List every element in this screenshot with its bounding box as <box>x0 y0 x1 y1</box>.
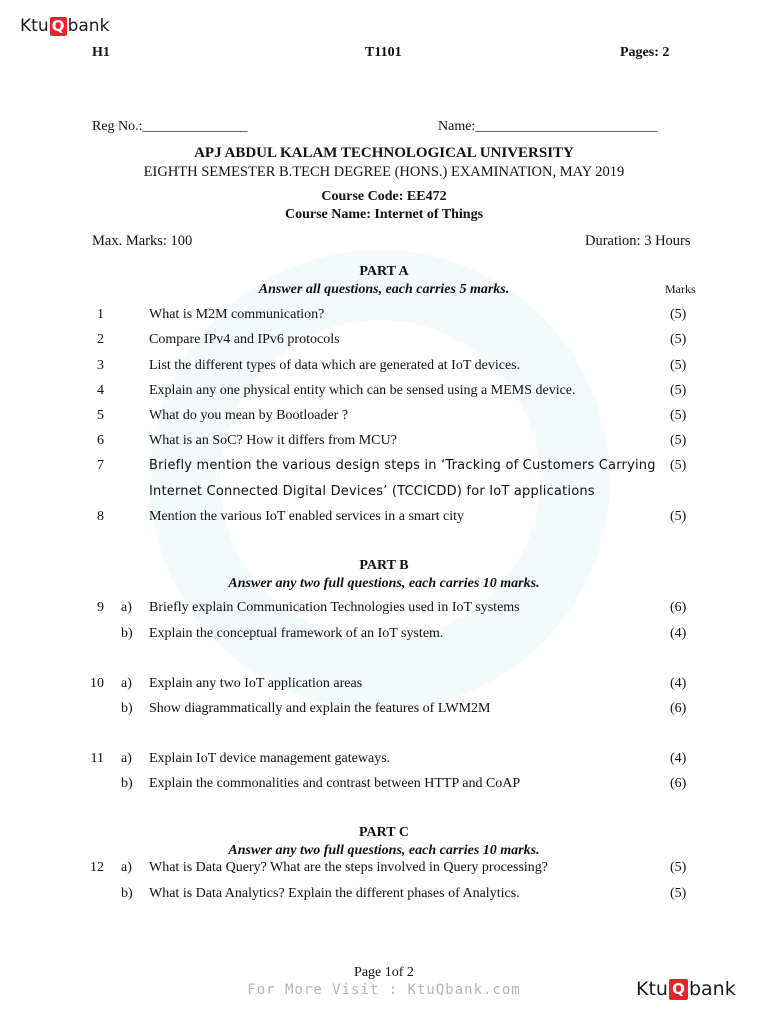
question-text: Mention the various IoT enabled services in a smart city <box>149 509 465 524</box>
question-text: Briefly explain Communication Technologies used in IoT systems <box>149 600 520 615</box>
question-sub-label: a) <box>121 600 132 615</box>
question-marks: (4) <box>670 751 687 766</box>
question-text: Explain any two IoT application areas <box>149 676 363 691</box>
question-row <box>0 383 768 401</box>
question-marks: (5) <box>670 458 687 473</box>
question-row-continued <box>0 484 768 502</box>
question-sub-label: b) <box>121 626 133 641</box>
university-name: APJ ABDUL KALAM TECHNOLOGICAL UNIVERSITY <box>194 145 574 161</box>
question-marks: (5) <box>670 332 687 347</box>
question-row <box>0 676 768 694</box>
question-number: 2 <box>97 332 104 347</box>
question-text: What is an SoC? How it differs from MCU? <box>149 433 397 448</box>
question-sub-label: b) <box>121 776 133 791</box>
question-row <box>0 358 768 376</box>
part-a-title: PART A <box>359 264 409 279</box>
question-marks: (5) <box>670 886 687 901</box>
question-text: Compare IPv4 and IPv6 protocols <box>149 332 340 347</box>
logo-suffix: bank <box>67 16 110 36</box>
question-number: 12 <box>90 860 104 875</box>
part-a-instruction: Answer all questions, each carries 5 marks. <box>258 282 510 297</box>
question-number: 8 <box>97 509 104 524</box>
part-c-title: PART C <box>359 825 409 840</box>
ktuqbank-logo-bottom[interactable] <box>636 978 736 1000</box>
question-row <box>0 509 768 527</box>
max-marks: Max. Marks: 100 <box>92 233 193 249</box>
question-text: Explain IoT device management gateways. <box>149 751 391 766</box>
question-marks: (5) <box>670 307 687 322</box>
ktuqbank-logo-top[interactable] <box>20 16 109 36</box>
question-text: What is Data Analytics? Explain the different phases of Analytics. <box>149 886 520 901</box>
course-code: Course Code: EE472 <box>321 189 447 204</box>
question-row <box>0 860 768 878</box>
question-number: 11 <box>90 751 104 766</box>
question-marks: (4) <box>670 676 687 691</box>
header-code-center: T1101 <box>365 45 402 60</box>
logo-prefix: Ktu <box>636 978 668 1000</box>
question-text: What is Data Query? What are the steps involved in Query processing? <box>149 860 548 875</box>
logo-prefix: Ktu <box>20 16 49 36</box>
question-row <box>0 776 768 794</box>
question-number: 3 <box>97 358 104 373</box>
question-marks: (6) <box>670 776 687 791</box>
header-code-left: H1 <box>92 45 110 60</box>
question-marks: (5) <box>670 433 687 448</box>
question-number: 1 <box>97 307 104 322</box>
question-text: Briefly mention the various design steps in ‘Tracking of Customers Carrying <box>149 458 656 473</box>
part-b-title: PART B <box>359 558 409 573</box>
question-sub-label: a) <box>121 751 132 766</box>
question-marks: (5) <box>670 509 687 524</box>
question-number: 5 <box>97 408 104 423</box>
question-marks: (5) <box>670 408 687 423</box>
question-row <box>0 600 768 618</box>
name-field: Name:__________________________ <box>438 119 658 134</box>
question-row <box>0 751 768 769</box>
question-marks: (6) <box>670 600 687 615</box>
question-marks: (5) <box>670 383 687 398</box>
question-text: Explain the commonalities and contrast between HTTP and CoAP <box>149 776 521 791</box>
question-row <box>0 701 768 719</box>
question-row <box>0 332 768 350</box>
question-row <box>0 433 768 451</box>
part-b-instruction: Answer any two full questions, each carries 10 marks. <box>228 576 540 591</box>
marks-heading: Marks <box>665 282 696 296</box>
question-sub-label: b) <box>121 886 133 901</box>
reg-no-field: Reg No.:_______________ <box>92 119 248 134</box>
question-sub-label: a) <box>121 676 132 691</box>
question-marks: (4) <box>670 626 687 641</box>
logo-suffix: bank <box>688 978 736 1000</box>
question-text-continued: Internet Connected Digital Devices’ (TCCICDD) for IoT applications <box>149 484 595 499</box>
question-number: 4 <box>97 383 104 398</box>
question-text: What do you mean by Bootloader ? <box>149 408 349 423</box>
question-row <box>0 307 768 325</box>
logo-q-icon: Q <box>669 979 688 1000</box>
exam-title: EIGHTH SEMESTER B.TECH DEGREE (HONS.) EXAMINATION, MAY 2019 <box>143 164 625 180</box>
question-number: 9 <box>97 600 104 615</box>
duration: Duration: 3 Hours <box>585 233 691 249</box>
question-row <box>0 886 768 904</box>
question-text: Explain any one physical entity which can be sensed using a MEMS device. <box>149 383 576 398</box>
question-sub-label: a) <box>121 860 132 875</box>
question-row <box>0 626 768 644</box>
question-text: Show diagrammatically and explain the features of LWM2M <box>149 701 491 716</box>
question-number: 10 <box>90 676 104 691</box>
question-text: Explain the conceptual framework of an IoT system. <box>149 626 444 641</box>
page-number: Page 1of 2 <box>354 965 414 980</box>
question-marks: (5) <box>670 860 687 875</box>
part-c-instruction: Answer any two full questions, each carries 10 marks. <box>228 843 540 858</box>
question-text: List the different types of data which are generated at IoT devices. <box>149 358 521 373</box>
question-marks: (6) <box>670 701 687 716</box>
footer-visit-link[interactable]: For More Visit : KtuQbank.com <box>247 982 521 998</box>
logo-q-icon: Q <box>50 17 67 36</box>
header-pages: Pages: 2 <box>620 45 670 60</box>
question-marks: (5) <box>670 358 687 373</box>
question-text: What is M2M communication? <box>149 307 325 322</box>
question-row <box>0 458 768 476</box>
question-sub-label: b) <box>121 701 133 716</box>
question-number: 7 <box>97 458 104 473</box>
question-number: 6 <box>97 433 104 448</box>
question-row <box>0 408 768 426</box>
course-name: Course Name: Internet of Things <box>284 207 484 222</box>
